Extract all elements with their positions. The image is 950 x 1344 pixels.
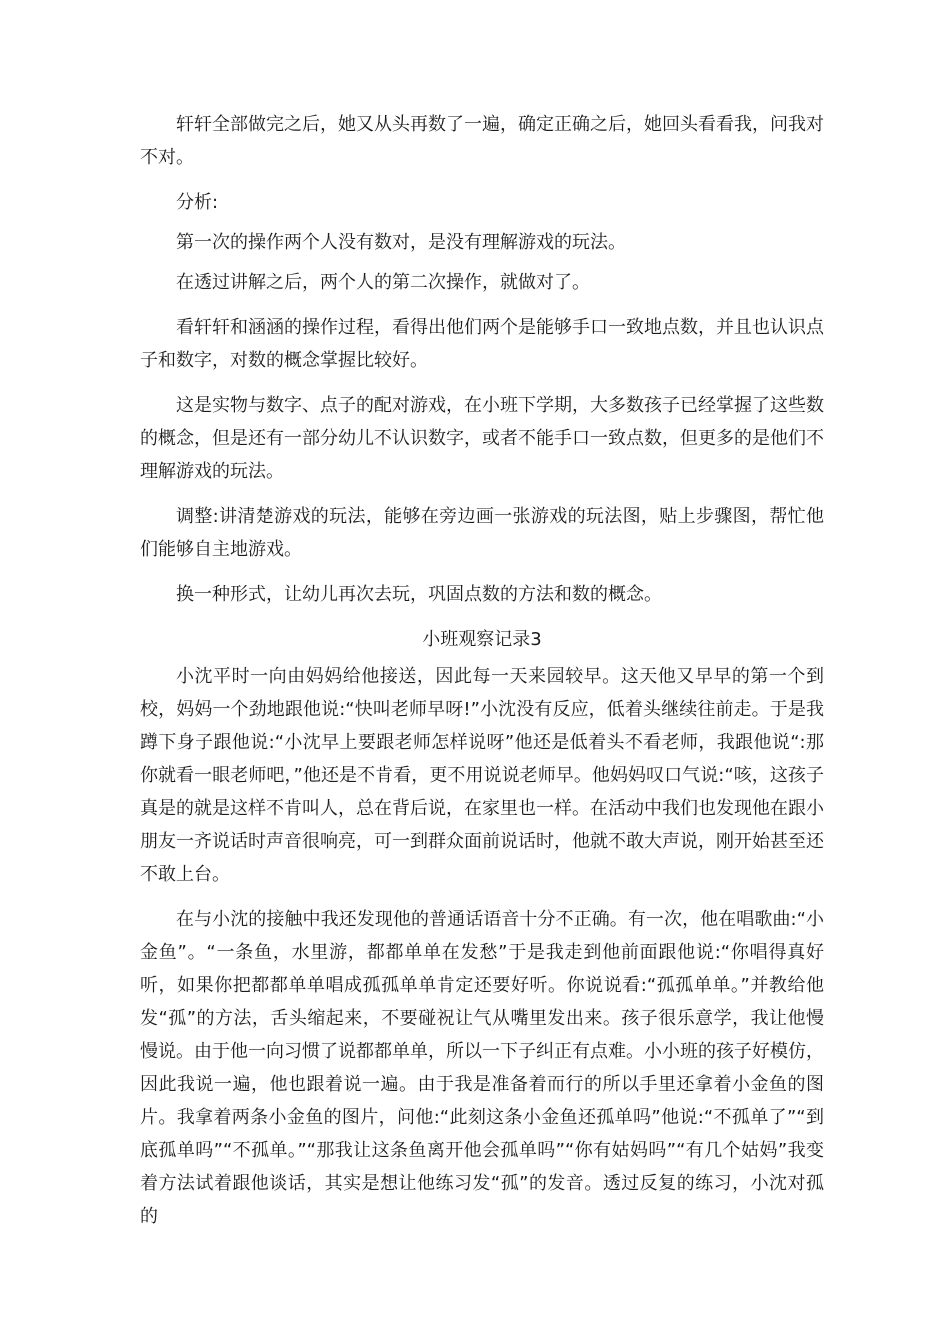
- paragraph-5: 看轩轩和涵涵的操作过程，看得出他们两个是能够手口一致地点数，并且也认识点子和数字，对数的概念掌握比较好。: [140, 317, 824, 371]
- paragraph-9: 小沈平时一向由妈妈给他接送，因此每一天来园较早。这天他又早早的第一个到校，妈妈一个劲地跟他说:“快叫老师早呀!”小沈没有反应，低着头继续往前走。于是我蹲下身子跟他说:“小沈早上要跟老师怎样说呀”他还是低着头不看老师，我跟他说“:那你就看一眼老师吧，”他还是不肯看，更不用说说老师早。他妈妈叹口气说:“咳，这孩子真是的就是这样不肯叫人，总在背后说，在家里也一样。在活动中我们也发现他在跟小朋友一齐说话时声音很响亮，可一到群众面前说话时，他就不敢大声说，刚开始甚至还不敢上台。: [140, 666, 824, 885]
- section-title: 小班观察记录3: [422, 629, 542, 650]
- paragraph-2: 分析:: [176, 192, 219, 213]
- paragraph-1: 轩轩全部做完之后，她又从头再数了一遍，确定正确之后，她回头看看我，问我对不对。: [140, 114, 824, 168]
- paragraph-7: 调整:讲清楚游戏的玩法，能够在旁边画一张游戏的玩法图，贴上步骤图，帮忙他们能够自主地游戏。: [140, 506, 824, 560]
- paragraph-6: 这是实物与数字、点子的配对游戏，在小班下学期，大多数孩子已经掌握了这些数的概念，但是还有一部分幼儿不认识数字，或者不能手口一致点数，但更多的是他们不理解游戏的玩法。: [140, 395, 824, 482]
- paragraph-4: 在透过讲解之后，两个人的第二次操作，就做对了。: [176, 272, 590, 293]
- paragraph-3: 第一次的操作两个人没有数对，是没有理解游戏的玩法。: [176, 232, 626, 253]
- paragraph-8: 换一种形式，让幼儿再次去玩，巩固点数的方法和数的概念。: [176, 584, 662, 605]
- paragraph-10: 在与小沈的接触中我还发现他的普通话语音十分不正确。有一次，他在唱歌曲:“小金鱼”。“一条鱼，水里游，都都单单在发愁”于是我走到他前面跟他说:“你唱得真好听，如果你把都都单单唱成孤孤单单肯定还要好听。你说说看:“孤孤单单。”并教给他发“孤”的方法，舌头缩起来，不要碰祝让气从嘴里发出来。孩子很乐意学，我让他慢慢说。由于他一向习惯了说都都单单，所以一下子纠正有点难。小小班的孩子好模仿，因此我说一遍，他也跟着说一遍。由于我是准备着而行的所以手里还拿着小金鱼的图片。我拿着两条小金鱼的图片，问他:“此刻这条小金鱼还孤单吗”他说:“不孤单了”“到底孤单吗”“不孤单。”“那我让这条鱼离开他会孤单吗”“你有姑妈吗”“有几个姑妈”我变着方法试着跟他谈话，其实是想让他练习发“孤”的发音。透过反复的练习，小沈对孤的: [140, 909, 824, 1227]
- document-page: [140, 108, 824, 1245]
